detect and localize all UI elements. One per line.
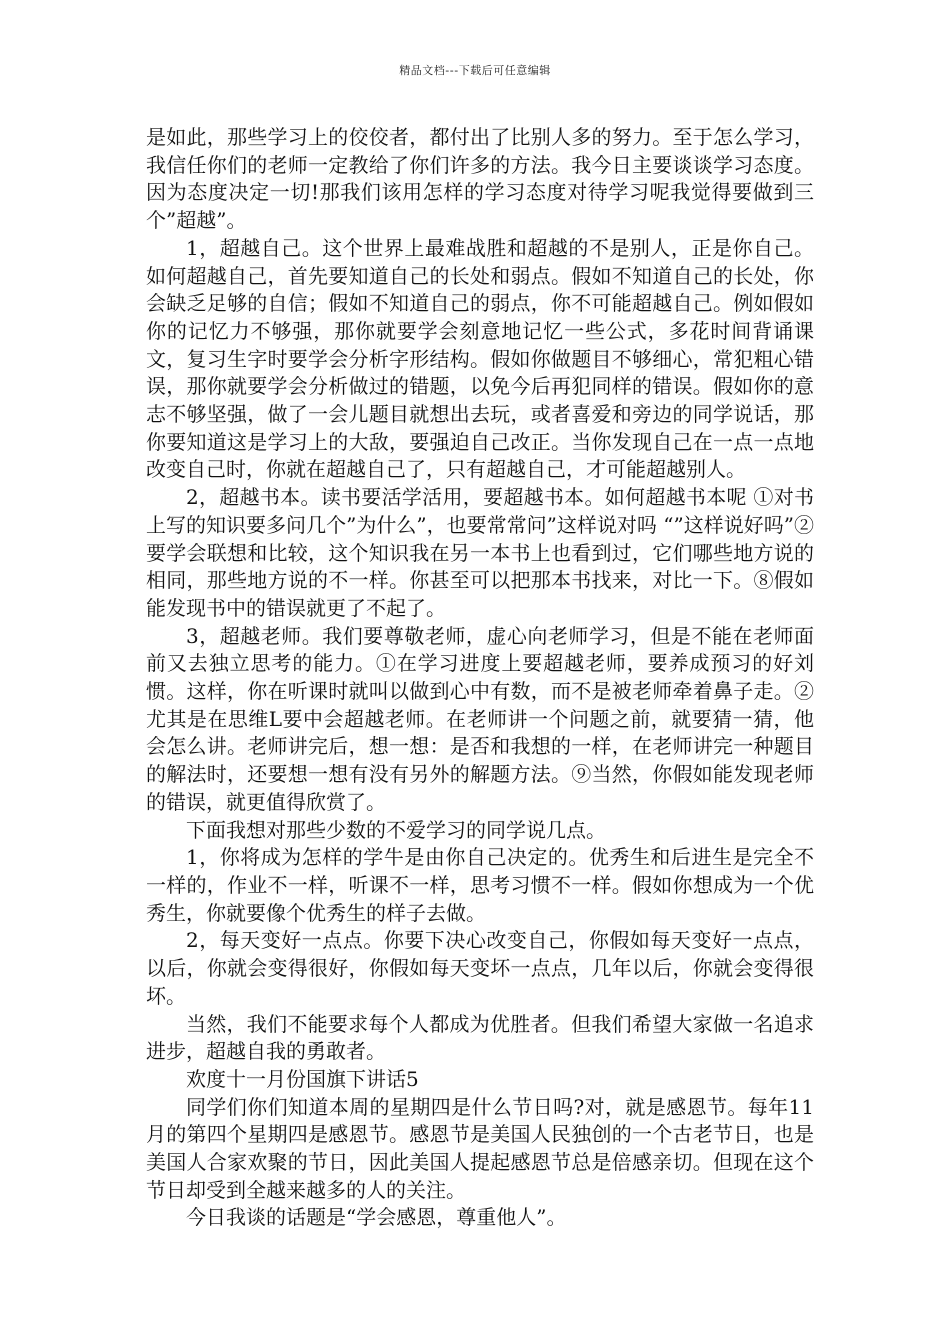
document-body xyxy=(146,124,814,1232)
section-title: 欢度十一月份国旗下讲话5 xyxy=(186,1066,419,1091)
paragraph-address-students: 下面我想对那些少数的不爱学习的同学说几点。 xyxy=(186,817,606,842)
paragraph-point-two: 2，每天变好一点点。你要下决心改变自己，你假如每天变好一点点，以后，你就会变得很好，你假如每天变坏一点点，几年以后，你就会变得很坏。 xyxy=(146,928,814,1008)
paragraph-intro: 是如此，那些学习上的佼佼者，都付出了比别人多的努力。至于怎么学习，我信任你们的老师一定教给了你们许多的方法。我今日主要谈谈学习态度。因为态度决定一切!那我们该用怎样的学习态度对待学习呢我觉得要做到三个”超越”。 xyxy=(146,125,814,233)
paragraph-thanksgiving: 同学们你们知道本周的星期四是什么节日吗?对，就是感恩节。每年11月的第四个星期四是感恩节。感恩节是美国人民独创的一个古老节日，也是美国人合家欢聚的节日，因此美国人提起感恩节总是倍感亲切。但现在这个节日却受到全越来越多的人的关注。 xyxy=(146,1094,814,1202)
paragraph-surpass-self: 1，超越自己。这个世界上最难战胜和超越的不是别人，正是你自己。如何超越自己，首先要知道自己的长处和弱点。假如不知道自己的长处，你会缺乏足够的自信；假如不知道自己的弱点，你不可能超越自己。例如假如你的记忆力不够强，那你就要学会刻意地记忆一些公式，多花时间背诵课文，复习生字时要学会分析字形结构。假如你做题目不够细心，常犯粗心错误，那你就要学会分析做过的错题，以免今后再犯同样的错误。假如你的意志不够坚强，做了一会儿题目就想出去玩，或者喜爱和旁边的同学说话，那你要知道这是学习上的大敌，要强迫自己改正。当你发现自己在一点一点地改变自己时，你就在超越自己了，只有超越自己，才可能超越别人。 xyxy=(146,235,814,482)
paragraph-topic: 今日我谈的话题是“学会感恩，尊重他人”。 xyxy=(186,1205,567,1230)
paragraph-surpass-books: 2，超越书本。读书要活学活用，要超越书本。如何超越书本呢 ①对书上写的知识要多问几个”为什么”，也要常常问”这样说对吗 “”这样说好吗”②要学会联想和比较，这个知识我在另一本书上也看到过，它们哪些地方说的相同，那些地方说的不一样。你甚至可以把那本书找来，对比一下。⑧假如能发现书中的错误就更了不起了。 xyxy=(146,485,814,620)
paragraph-conclusion: 当然，我们不能要求每个人都成为优胜者。但我们希望大家做一名追求进步，超越自我的勇敢者。 xyxy=(146,1011,814,1064)
page-header: 精品文档---下载后可任意编辑 xyxy=(399,64,551,77)
paragraph-surpass-teacher: 3，超越老师。我们要尊敬老师，虚心向老师学习，但是不能在老师面前又去独立思考的能力。①在学习进度上要超越老师，要养成预习的好刘惯。这样，你在听课时就叫以做到心中有数，而不是被老师牵着鼻子走。②尤其是在思维L要中会超越老师。在老师讲一个问题之前，就要猜一猜，他会怎么讲。老师讲完后，想一想：是否和我想的一样，在老师讲完一种题目的解法时，还要想一想有没有另外的解题方法。⑨当然，你假如能发现老师的错误，就更值得欣赏了。 xyxy=(146,623,814,814)
paragraph-point-one: 1，你将成为怎样的学牛是由你自己决定的。优秀生和后进生是完全不一样的，作业不一样，听课不一样，思考习惯不一样。假如你想成为一个优秀生，你就要像个优秀生的样子去做。 xyxy=(146,845,814,925)
